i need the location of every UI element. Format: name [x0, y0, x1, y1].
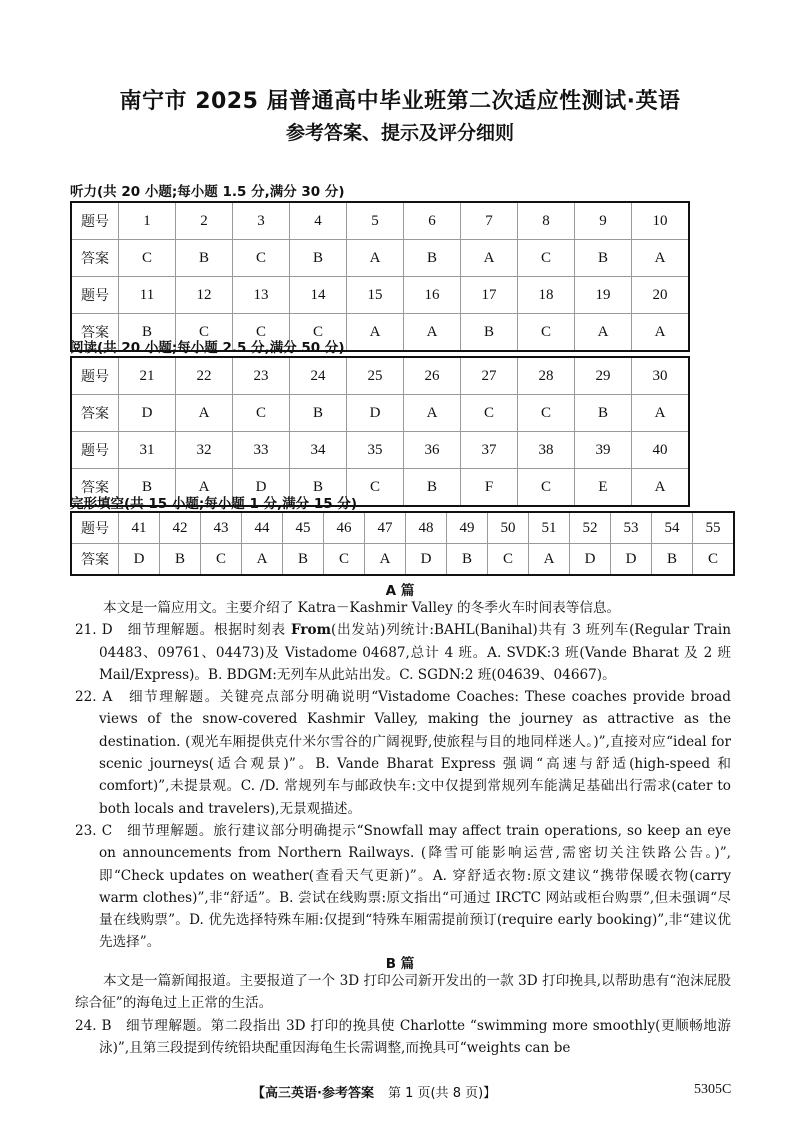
question-number-cell: 37 [461, 432, 518, 469]
document-subtitle: 参考答案、提示及评分细则 [285, 122, 514, 144]
question-number-cell: 3 [233, 202, 290, 240]
question-number-cell: 30 [632, 357, 690, 395]
answer-cell: A [529, 544, 570, 576]
table-row [71, 240, 689, 277]
question-number-cell: 42 [160, 512, 201, 544]
question-number-cell: 23 [233, 357, 290, 395]
answer-cell: C [290, 314, 347, 352]
question-number-cell: 49 [447, 512, 488, 544]
question-number-cell: 35 [347, 432, 404, 469]
question-number-cell: 33 [233, 432, 290, 469]
question-number-cell: 31 [119, 432, 176, 469]
question-number-cell: 44 [242, 512, 283, 544]
answer-cell: C [324, 544, 365, 576]
answer-cell: D [347, 395, 404, 432]
question-number-cell: 32 [176, 432, 233, 469]
answer-cell: A [176, 469, 233, 507]
question-number-cell: 26 [404, 357, 461, 395]
passage-b-explanations [75, 970, 731, 1059]
question-number-cell: 41 [119, 512, 160, 544]
question-number-cell: 27 [461, 357, 518, 395]
question-number-cell: 50 [488, 512, 529, 544]
question-number-cell: 39 [575, 432, 632, 469]
answer-cell: C [488, 544, 529, 576]
question-number-cell: 55 [693, 512, 735, 544]
question-number-cell: 54 [652, 512, 693, 544]
reading-answer-table [70, 356, 690, 507]
question-number-cell: 52 [570, 512, 611, 544]
answer-cell: C [233, 395, 290, 432]
table-row [71, 544, 734, 576]
row-header: 题号 [71, 512, 119, 544]
answer-cell: B [119, 469, 176, 507]
question-number-cell: 16 [404, 277, 461, 314]
answer-cell: D [406, 544, 447, 576]
table-row [71, 202, 689, 240]
answer-cell: A [242, 544, 283, 576]
question-number-cell: 4 [290, 202, 347, 240]
question-number-cell: 24 [290, 357, 347, 395]
answer-cell: A [461, 240, 518, 277]
answer-cell: B [447, 544, 488, 576]
row-header: 答案 [71, 314, 119, 352]
question-number-cell: 1 [119, 202, 176, 240]
answer-cell: D [119, 544, 160, 576]
question-number-cell: 47 [365, 512, 406, 544]
answer-cell: A [632, 240, 690, 277]
question-number-cell: 7 [461, 202, 518, 240]
answer-cell: B [290, 395, 347, 432]
answer-cell: C [201, 544, 242, 576]
question-number-cell: 20 [632, 277, 690, 314]
answer-cell: F [461, 469, 518, 507]
answer-cell: C [119, 240, 176, 277]
answer-explanation-23: 23. C 细节理解题。旅行建议部分明确提示“Snowfall may affect train operations, so keep an eye on announcements from Northern Railways. (降雪可能影响运营,需密切关注铁路公告。)”,即“Check updates on weather(查看天气更新)”。A. 穿舒适衣物:原文建议“携带保暖衣物(carry warm clothes)”,非“舒适”。B. 尝试在线购票:原文指出“可通过 IRCTC 网站或柜台购票”,但未强调“尽量在线购票”。D. 优先选择特殊车厢:仅提到“特殊车厢需提前预订(require early booking)”,非“建议优先选择”。 [75, 822, 731, 951]
question-number-cell: 18 [518, 277, 575, 314]
answer-cell: D [233, 469, 290, 507]
q21-lead: 21. D 细节理解题。根据时刻表 [75, 622, 291, 639]
row-header: 答案 [71, 240, 119, 277]
question-number-cell: 5 [347, 202, 404, 240]
answer-cell: A [632, 314, 690, 352]
question-number-cell: 48 [406, 512, 447, 544]
question-number-cell: 12 [176, 277, 233, 314]
answer-explanation-21 [75, 619, 731, 686]
question-number-cell: 13 [233, 277, 290, 314]
answer-cell: B [404, 240, 461, 277]
question-number-cell: 21 [119, 357, 176, 395]
question-number-cell: 34 [290, 432, 347, 469]
question-number-cell: 53 [611, 512, 652, 544]
answer-cell: E [575, 469, 632, 507]
question-number-cell: 19 [575, 277, 632, 314]
passage-b-intro: 本文是一篇新闻报道。主要报道了一个 3D 打印公司新开发出的一款 3D 打印挽具,以帮助患有“泡沫屁股综合征”的海龟过上正常的生活。 [75, 973, 731, 1012]
question-number-cell: 9 [575, 202, 632, 240]
listening-section-label: 听力(共 20 小题;每小题 1.5 分,满分 30 分) [70, 184, 345, 200]
answer-cell: A [404, 395, 461, 432]
page-number: 第 1 页(共 8 页)】 [387, 1086, 497, 1101]
answer-cell: A [404, 314, 461, 352]
answer-explanation-24: 24. B 细节理解题。第二段指出 3D 打印的挽具使 Charlotte “swimming more smoothly(更顺畅地游泳)”,且第三段提到传统铅块配重因海龟生长需调整,而挽具可“weights can be [75, 1017, 731, 1056]
question-number-cell: 2 [176, 202, 233, 240]
answer-cell: A [347, 314, 404, 352]
answer-cell: D [119, 395, 176, 432]
answer-cell: D [570, 544, 611, 576]
answer-cell: B [461, 314, 518, 352]
answer-cell: C [518, 469, 575, 507]
answer-cell: A [176, 395, 233, 432]
question-number-cell: 15 [347, 277, 404, 314]
document-title: 南宁市 2025 届普通高中毕业班第二次适应性测试·英语 [119, 89, 681, 114]
question-number-cell: 14 [290, 277, 347, 314]
answer-cell: C [233, 314, 290, 352]
answer-cell: B [290, 469, 347, 507]
page-footer [252, 1082, 496, 1101]
answer-cell: D [611, 544, 652, 576]
q21-bold-term: From [290, 622, 331, 639]
question-number-cell: 45 [283, 512, 324, 544]
question-number-cell: 46 [324, 512, 365, 544]
answer-cell: B [176, 240, 233, 277]
question-number-cell: 51 [529, 512, 570, 544]
reading-section-label: 阅读(共 20 小题;每小题 2.5 分,满分 50 分) [70, 340, 345, 356]
row-header: 答案 [71, 469, 119, 507]
table-row [71, 357, 689, 395]
question-number-cell: 38 [518, 432, 575, 469]
cloze-section-label: 完形填空(共 15 小题;每小题 1 分,满分 15 分) [70, 496, 358, 512]
answer-cell: B [404, 469, 461, 507]
answer-cell: B [575, 240, 632, 277]
passage-a-heading: A 篇 [385, 583, 415, 599]
table-row [71, 395, 689, 432]
answer-cell: A [632, 469, 690, 507]
answer-cell: B [119, 314, 176, 352]
question-number-cell: 40 [632, 432, 690, 469]
question-number-cell: 17 [461, 277, 518, 314]
answer-cell: C [518, 395, 575, 432]
document-code: 5305C [694, 1082, 732, 1097]
table-row [71, 432, 689, 469]
row-header: 答案 [71, 395, 119, 432]
answer-cell: C [461, 395, 518, 432]
row-header: 答案 [71, 544, 119, 576]
row-header: 题号 [71, 277, 119, 314]
question-number-cell: 6 [404, 202, 461, 240]
answer-cell: C [176, 314, 233, 352]
answer-cell: A [575, 314, 632, 352]
question-number-cell: 28 [518, 357, 575, 395]
question-number-cell: 8 [518, 202, 575, 240]
row-header: 题号 [71, 432, 119, 469]
answer-explanation-22: 22. A 细节理解题。关键亮点部分明确说明“Vistadome Coaches: These coaches provide broad views of the snow-covered Kashmir Valley, making the journey as attractive as the destination. (观光车厢提供克什米尔雪谷的广阔视野,使旅程与目的地同样迷人。)”,直接对应“ideal for scenic journeys(适合观景)”。B. Vande Bharat Express 强调“高速与舒适(high-speed 和 comfort)”,未提景观。C. /D. 常规列车与邮政快车:文中仅提到常规列车能满足基础出行需求(cater to both locals and travelers),无景观描述。 [75, 689, 731, 817]
listening-answer-table [70, 201, 690, 352]
table-row [71, 512, 734, 544]
question-number-cell: 36 [404, 432, 461, 469]
passage-a-explanations [75, 597, 731, 954]
answer-cell: A [365, 544, 406, 576]
answer-cell: C [233, 240, 290, 277]
question-number-cell: 10 [632, 202, 690, 240]
answer-cell: A [632, 395, 690, 432]
question-number-cell: 43 [201, 512, 242, 544]
answer-cell: A [347, 240, 404, 277]
answer-cell: C [693, 544, 735, 576]
answer-cell: B [290, 240, 347, 277]
row-header: 题号 [71, 202, 119, 240]
answer-cell: B [652, 544, 693, 576]
answer-cell: B [575, 395, 632, 432]
answer-cell: B [160, 544, 201, 576]
q21-rest: (出发站)列统计:BAHL(Banihal)共有 3 班列车(Regular Train 04483、09761、04473)及 Vistadome 04687,总计 4 班。A. SVDK:3 班(Vande Bharat 及 2 班 Mail/Express)。B. BDGM:无列车从此站出发。C. SGDN:2 班(04639、04667)。 [99, 622, 731, 683]
question-number-cell: 29 [575, 357, 632, 395]
cloze-answer-table [70, 511, 735, 576]
passage-a-intro: 本文是一篇应用文。主要介绍了 Katra－Kashmir Valley 的冬季火车时间表等信息。 [103, 600, 621, 616]
answer-cell: C [347, 469, 404, 507]
row-header: 题号 [71, 357, 119, 395]
question-number-cell: 22 [176, 357, 233, 395]
answer-cell: C [518, 314, 575, 352]
table-row [71, 277, 689, 314]
answer-cell: B [283, 544, 324, 576]
answer-cell: C [518, 240, 575, 277]
question-number-cell: 25 [347, 357, 404, 395]
passage-b-heading: B 篇 [385, 956, 415, 972]
footer-label: 【高三英语·参考答案 [252, 1086, 374, 1101]
question-number-cell: 11 [119, 277, 176, 314]
